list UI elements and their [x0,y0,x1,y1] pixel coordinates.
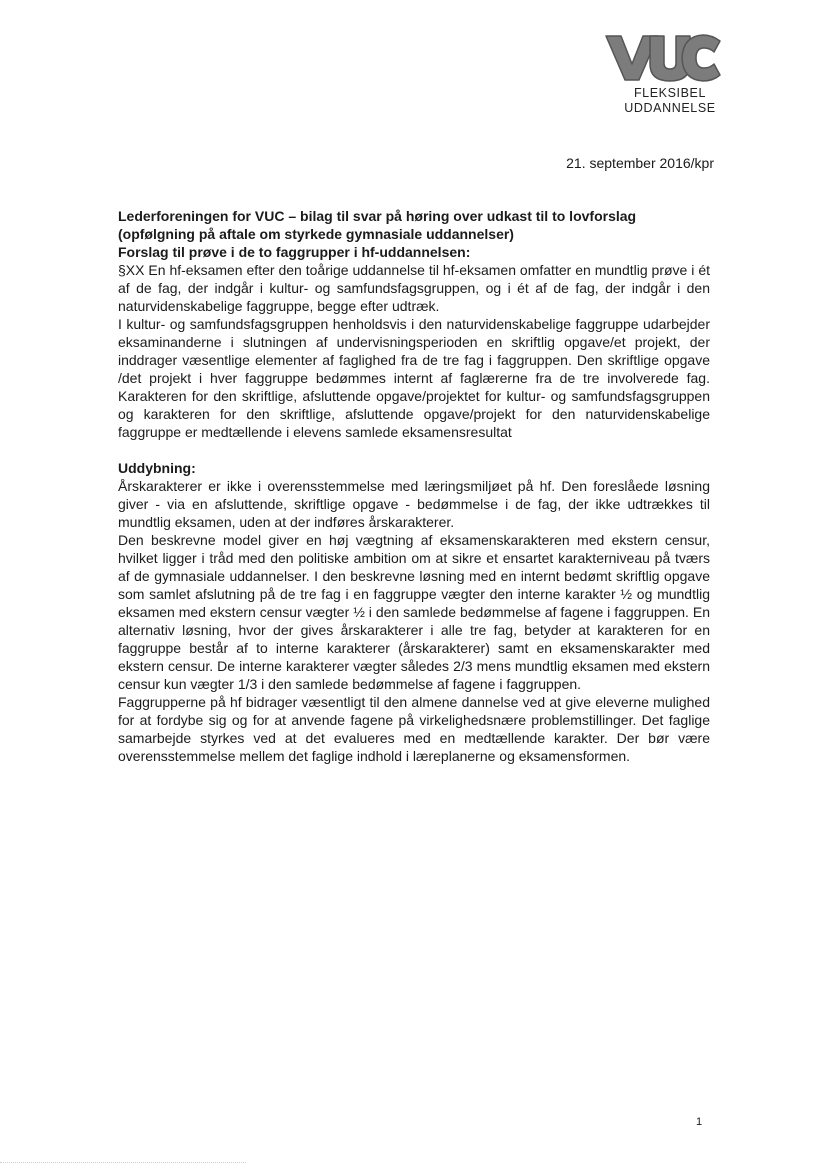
paragraph: Faggrupperne på hf bidrager væsentligt til den almene dannelse ved at give eleverne mulighed for at fordybe sig og for at anvende fagene på virkelighedsnære problemstillinger. Det faglige samarbejde styrkes ved at det evalueres med en medtællende karakter. Der bør være overensstemmelse mellem det faglige indhold i læreplanerne og eksamensformen. [118,694,710,764]
paragraph: Årskarakterer er ikke i overensstemmelse med læringsmiljøet på hf. Den foreslåede løsning giver - via en afsluttende, skriftlige opgave - bedømmelse i de fag, der ikke udtrækkes til mundtlig eksamen, uden at der indføres årskarakterer. [118,478,710,530]
logo-line-1: FLEKSIBEL [633,86,707,100]
paragraph: I kultur- og samfundsfagsgruppen henholdsvis i den naturvidenskabelige faggruppe udarbejder eksaminanderne i slutningen af undervisningsperioden en skriftlig opgave/et projekt, der inddrager væsentlige elementer af faglighed fra de tre fag i faggruppen. Den skriftlige opgave /det projekt i hver faggruppe bedømmes internt af faglærerne fra de tre involverede fag. Karakteren for den skriftlige, afsluttende opgave/projektet for kultur- og samfundsfagsgruppen og karakteren for den skriftlige, afsluttende opgave/projekt for den naturvidenskabelige faggruppe er medtællende i elevens samlede eksamensresultat [118,316,710,440]
paragraph: §XX En hf-eksamen efter den toårige uddannelse til hf-eksamen omfatter en mundtlig prøve i ét af de fag, der indgår i kultur- og samfundsfagsgruppen, og i ét af de fag, der indgår i den naturvidenskabelige faggruppe, begge efter udtræk. [118,262,710,314]
document-title: Lederforeningen for VUC – bilag til svar på høring over udkast til to lovforslag (opfølgning på aftale om styrkede gymnasiale uddannelser) [118,208,637,242]
vuc-logo-mark [604,33,722,85]
footer-divider [0,1162,246,1163]
paragraph: Den beskrevne model giver en høj vægtning af eksamenskarakteren med ekstern censur, hvilket ligger i tråd med den politiske ambition om at sikre et ensartet karakterniveau på tværs af de gymnasiale uddannelser. I den beskrevne løsning med en internt bedømt skriftlig opgave som samlet afslutning på de tre fag i en faggruppe vægter den interne karakter ½ og mundtlig eksamen med ekstern censur vægter ½ i den samlede bedømmelse af fagene i faggruppen. En alternativ løsning, hvor der gives årskarakterer i alle tre fag, betyder at karakteren for en faggruppe består af to interne karakterer (årskarakterer) samt en eksamenskarakter med ekstern censur. De interne karakterer vægter således 2/3 mens mundtlig eksamen med ekstern censur kun vægter 1/3 i den samlede bedømmelse af fagene i faggruppen. [118,532,710,692]
page-number: 1 [696,1116,703,1128]
logo-line-2: UDDANNELSE [624,101,716,115]
section-spacer [118,441,710,459]
document-date: 21. september 2016/kpr [566,155,714,171]
document-body [118,207,710,765]
section-heading-elaboration: Uddybning: [118,460,196,476]
section-heading-proposal: Forslag til prøve i de to faggrupper i hf-uddannelsen: [118,244,471,260]
vuc-logo [604,33,722,123]
